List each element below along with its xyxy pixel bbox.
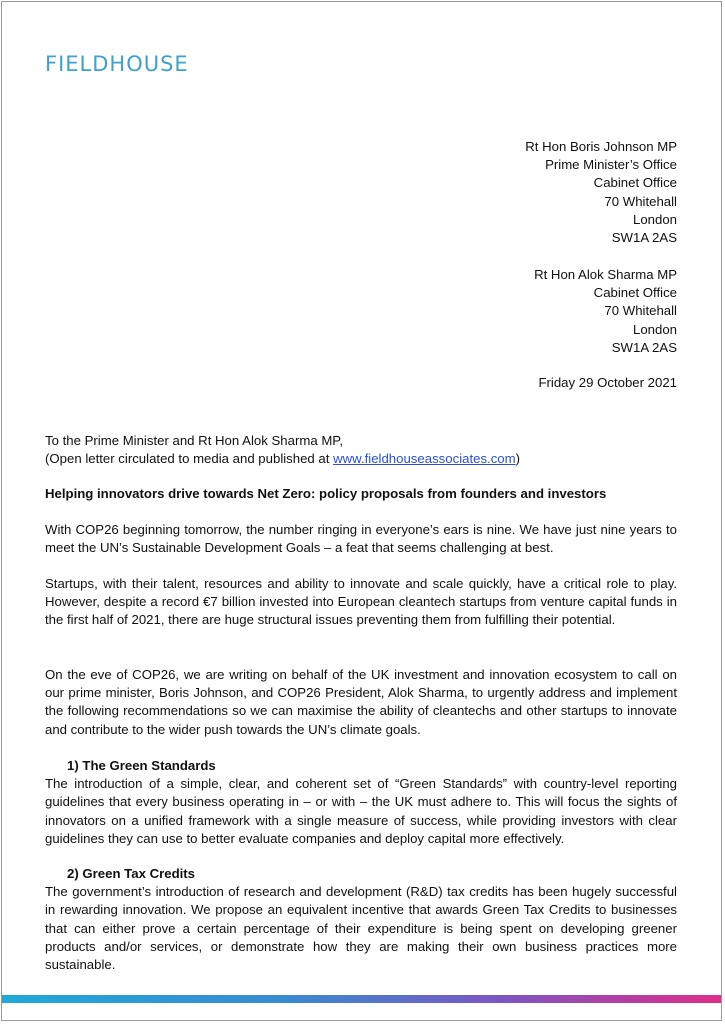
address-line: SW1A 2AS: [611, 230, 677, 246]
address-line: 70 Whitehall: [604, 193, 677, 209]
section-text: The government’s introduction of research and development (R&D) tax credits has been hugely successful in rewarding innovation. We propose an equivalent incentive that awards Green Tax Credits to businesses that can either prove a certain percentage of their expenditure is being spent on developing greener products and/or services, or demonstrate how they are making their own business practices more sustainable.: [45, 884, 677, 973]
section-green-standards: [45, 757, 677, 848]
paragraph: Startups, with their talent, resources and ability to innovate and scale quickly, have a critical role to play. However, despite a record €7 billion invested into European cleantech startups from venture capital funds in the first half of 2021, there are huge structural issues preventing them from fulfilling their potential.: [45, 576, 677, 628]
address-line: SW1A 2AS: [611, 339, 677, 355]
paragraph: On the eve of COP26, we are writing on behalf of the UK investment and innovation ecosystem to call on our prime minister, Boris Johnson, and COP26 President, Alok Sharma, to urgently address and implement the following recommendations so we can maximise the ability of cleantechs and other startups to innovate and contribute to the wider push towards the UN’s climate goals.: [45, 667, 677, 737]
greeting: [45, 432, 677, 468]
letter-page: [1, 1, 722, 1021]
letter-heading: Helping innovators drive towards Net Zero: policy proposals from founders and investors: [45, 486, 607, 501]
section-title: 2) Green Tax Credits: [67, 866, 196, 881]
publication-suffix: ): [515, 451, 521, 467]
address-line: Cabinet Office: [593, 285, 677, 301]
footer-gradient-bar: [2, 995, 721, 1003]
address-line: London: [632, 321, 677, 337]
address-line: 70 Whitehall: [604, 303, 677, 319]
paragraph: With COP26 beginning tomorrow, the number ringing in everyone’s ears is nine. We have just nine years to meet the UN’s Sustainable Development Goals – a feat that seems challenging at best.: [45, 522, 677, 556]
publication-note: [45, 450, 677, 468]
recipient-address-sharma: [534, 266, 677, 357]
fieldhouse-logo: FIELDHOUSE: [45, 52, 189, 76]
section-title: 1) The Green Standards: [67, 758, 216, 773]
address-line: Rt Hon Boris Johnson MP: [525, 139, 677, 154]
section-green-tax-credits: [45, 865, 677, 974]
section-text: The introduction of a simple, clear, and coherent set of “Green Standards” with country-level reporting guidelines that every business operating in – or with – the UK must adhere to. This will focus the sights of innovators on a unified framework with a single measure of success, while providing investors with clear guidelines they can use to better evaluate companies and deploy capital more effectively.: [45, 776, 677, 846]
address-line: Cabinet Office: [593, 175, 677, 191]
publication-prefix: (Open letter circulated to media and published at: [45, 451, 334, 467]
address-line: London: [632, 211, 677, 227]
recipient-address-johnson: [525, 138, 677, 247]
address-line: Rt Hon Alok Sharma MP: [534, 267, 677, 282]
address-line: Prime Minister’s Office: [545, 157, 677, 173]
greeting-line: To the Prime Minister and Rt Hon Alok Sharma MP,: [45, 433, 344, 448]
fieldhouse-website-link[interactable]: www.fieldhouseassociates.com: [333, 451, 516, 467]
letter-date: Friday 29 October 2021: [538, 375, 677, 390]
